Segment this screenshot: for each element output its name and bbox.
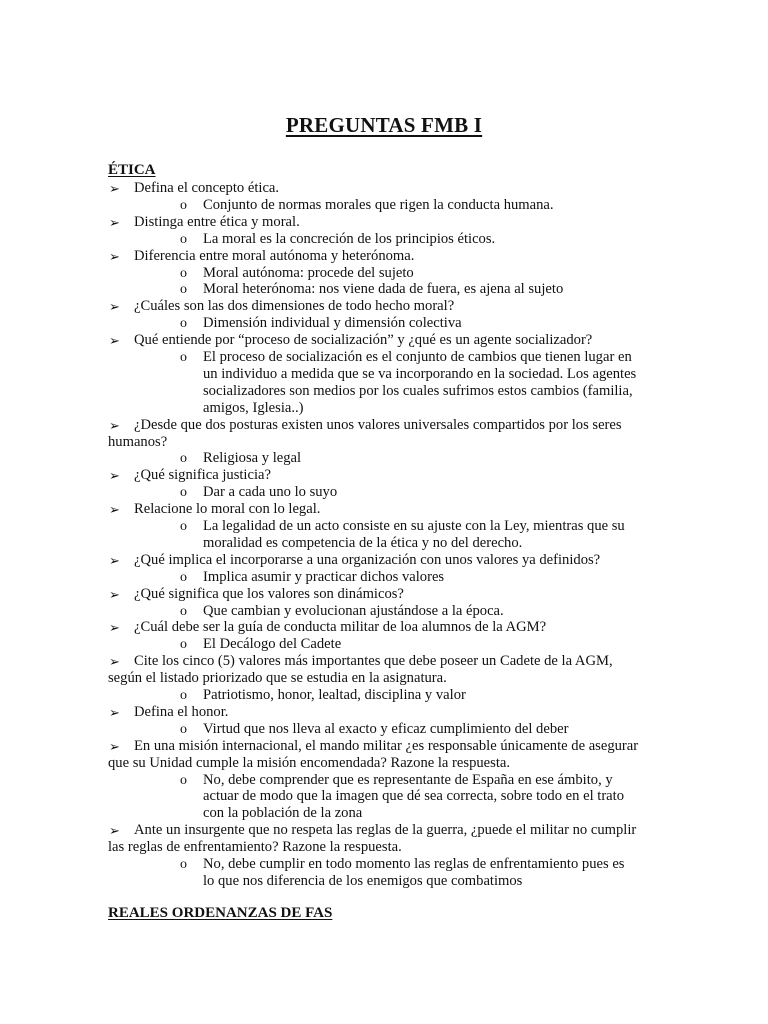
sub-bullet-icon: o [180, 197, 187, 213]
answer-text: La legalidad de un acto consiste en su ajuste con la Ley, mientras que su [203, 518, 625, 534]
answer-text: Dar a cada uno lo suyo [203, 484, 338, 501]
sub-bullet-icon: o [180, 519, 187, 534]
answer-text: socializadores son medios por los cuales sufrimos estos cambios (familia, [203, 382, 633, 399]
answer-text: Religiosa y legal [203, 450, 302, 467]
question-text: que su Unidad cumple la misión encomendada? Razone la respuesta. [108, 754, 511, 771]
bullet-arrow-icon: ➢ [109, 704, 120, 720]
question-text: ¿Qué significa que los valores son dinámicos? [134, 585, 404, 602]
answer-text: lo que nos diferencia de los enemigos que combatimos [203, 872, 523, 889]
sub-bullet-icon: o [180, 316, 187, 332]
page-title: PREGUNTAS FMB I [285, 113, 483, 137]
answer-text: El Decálogo del Cadete [203, 636, 342, 653]
sub-bullet-icon: o [180, 265, 187, 281]
question-text: En una misión internacional, el mando militar ¿es responsable únicamente de asegurar [134, 737, 639, 754]
question-text: ¿Cuáles son las dos dimensiones de todo hecho moral? [134, 298, 455, 315]
question-text: humanos? [108, 433, 168, 450]
question-text: según el listado priorizado que se estudia en la asignatura. [108, 670, 447, 687]
sub-bullet-icon: o [180, 282, 187, 298]
bullet-arrow-icon: ➢ [109, 502, 120, 518]
sub-bullet-icon: o [180, 350, 187, 365]
bullet-arrow-icon: ➢ [109, 654, 120, 670]
answer-text: Conjunto de normas morales que rigen la conducta humana. [203, 196, 554, 213]
sub-bullet-icon: o [180, 857, 187, 872]
bullet-arrow-icon: ➢ [109, 299, 120, 315]
answer-text: No, debe comprender que es representante de España en ese ámbito, y [203, 771, 613, 788]
question-text: Qué entiende por “proceso de socialización” y ¿qué es un agente socializador? [134, 332, 593, 349]
sub-bullet-icon: o [180, 451, 187, 467]
answer-text: actuar de modo que la imagen que dé sea correcta, sobre todo en el trato [203, 788, 625, 805]
answer-text: amigos, Iglesia..) [203, 399, 304, 416]
bullet-arrow-icon: ➢ [109, 468, 120, 484]
bullet-arrow-icon: ➢ [109, 823, 120, 839]
sub-bullet-icon: o [180, 231, 187, 247]
bullet-arrow-icon: ➢ [109, 552, 120, 568]
bullet-arrow-icon: ➢ [109, 333, 120, 349]
sub-bullet-icon: o [180, 485, 187, 501]
question-text: ¿Qué implica el incorporarse a una organización con unos valores ya definidos? [134, 551, 601, 568]
question-text: Cite los cinco (5) valores más importantes que debe poseer un Cadete de la AGM, [134, 653, 613, 670]
section-heading-etica: ÉTICA [108, 162, 156, 178]
answer-text: un individuo a medida que se va incorporando en la sociedad. Los agentes [203, 365, 637, 382]
answer-text: con la población de la zona [203, 805, 363, 822]
question-text: Defina el concepto ética. [134, 180, 280, 196]
question-text: las reglas de enfrentamiento? Razone la respuesta. [108, 839, 402, 856]
answer-text: La moral es la concreción de los principios éticos. [203, 230, 496, 247]
question-text: Ante un insurgente que no respeta las reglas de la guerra, ¿puede el militar no cumplir [134, 822, 637, 839]
sub-bullet-icon: o [180, 637, 187, 653]
sub-bullet-icon: o [180, 603, 187, 619]
bullet-arrow-icon: ➢ [109, 738, 120, 754]
answer-text: Virtud que nos lleva al exacto y eficaz cumplimiento del deber [203, 720, 569, 737]
answer-text: Moral heterónoma: nos viene dada de fuera, es ajena al sujeto [203, 281, 564, 298]
bullet-arrow-icon: ➢ [109, 181, 120, 196]
section-heading-reales-ordenanzas: REALES ORDENANZAS DE FAS [108, 905, 333, 921]
question-text: Distinga entre ética y moral. [134, 213, 300, 230]
answer-text: Dimensión individual y dimensión colectiva [203, 315, 462, 332]
answer-text: Patriotismo, honor, lealtad, disciplina y valor [203, 687, 466, 703]
answer-text: moralidad es competencia de la ética y no del derecho. [203, 534, 523, 551]
answer-text: No, debe cumplir en todo momento las reglas de enfrentamiento pues es [203, 856, 625, 872]
bullet-arrow-icon: ➢ [109, 586, 120, 602]
bullet-arrow-icon: ➢ [109, 214, 120, 230]
bullet-arrow-icon: ➢ [109, 248, 120, 264]
answer-text: El proceso de socialización es el conjunto de cambios que tienen lugar en [203, 349, 632, 365]
bullet-arrow-icon: ➢ [109, 417, 120, 433]
question-text: ¿Cuál debe ser la guía de conducta militar de loa alumnos de la AGM? [134, 619, 547, 636]
answer-text: Implica asumir y practicar dichos valores [203, 568, 445, 585]
question-text: Defina el honor. [134, 703, 229, 720]
sub-bullet-icon: o [180, 569, 187, 585]
answer-text: Moral autónoma: procede del sujeto [203, 264, 414, 281]
sub-bullet-icon: o [180, 721, 187, 737]
question-text: ¿Desde que dos posturas existen unos valores universales compartidos por los seres [134, 416, 622, 433]
bullet-arrow-icon: ➢ [109, 620, 120, 636]
question-text: ¿Qué significa justicia? [134, 467, 271, 484]
question-text: Relacione lo moral con lo legal. [134, 501, 321, 518]
sub-bullet-icon: o [180, 772, 187, 788]
question-text: Diferencia entre moral autónoma y heterónoma. [134, 247, 415, 264]
answer-text: Que cambian y evolucionan ajustándose a la época. [203, 602, 504, 619]
sub-bullet-icon: o [180, 688, 187, 703]
